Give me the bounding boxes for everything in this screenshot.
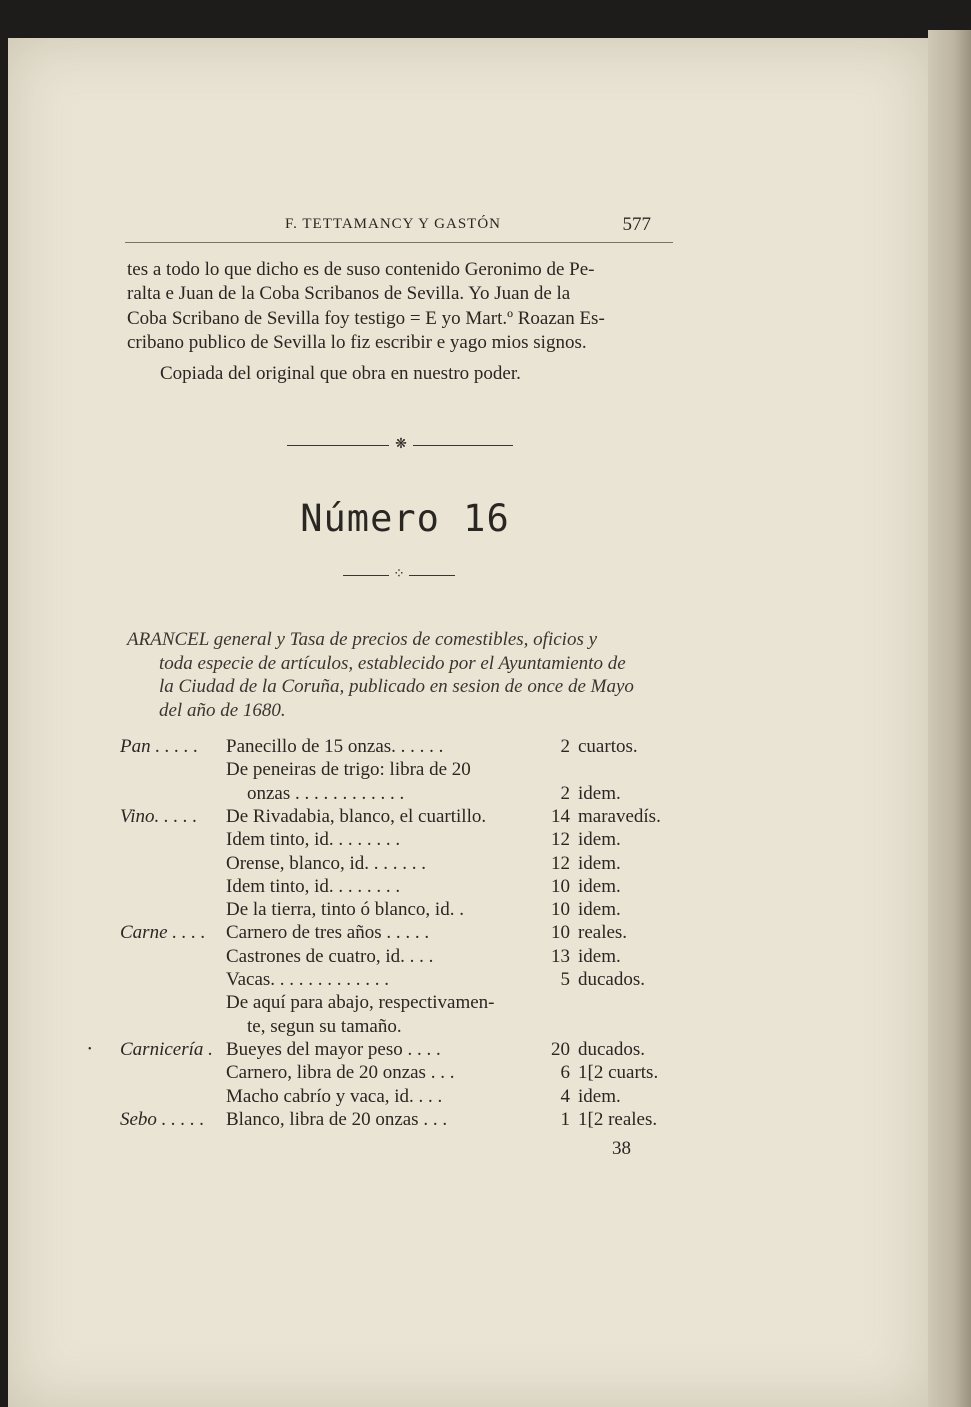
tariff-row: [0, 968, 971, 991]
tariff-row: [0, 1038, 971, 1061]
tariff-category: Carne . . . .: [120, 922, 206, 944]
ornament-rule-left: [287, 445, 389, 446]
tariff-quantity: 1: [560, 1108, 570, 1130]
tariff-item: Carnero de tres años . . . . .: [226, 922, 430, 944]
tariff-table: [0, 735, 971, 1135]
signature-mark: 38: [612, 1138, 631, 1159]
tariff-quantity: 10: [551, 922, 570, 944]
tariff-item: Orense, blanco, id. . . . . . .: [226, 852, 426, 874]
tariff-row: [0, 782, 971, 805]
tariff-unit: idem.: [578, 852, 621, 874]
tariff-item: Idem tinto, id. . . . . . . .: [226, 875, 401, 897]
tariff-quantity: 2: [560, 782, 570, 804]
tariff-item: te, segun su tamaño.: [247, 1015, 402, 1037]
tariff-quantity: 2: [560, 736, 570, 757]
tariff-unit: cuartos.: [578, 736, 638, 757]
tariff-item: Bueyes del mayor peso . . . .: [226, 1038, 441, 1060]
small-rule-left: [343, 575, 389, 576]
tariff-row: [0, 735, 971, 758]
tariff-unit: ducados.: [578, 1038, 646, 1060]
tariff-quantity: 13: [551, 945, 570, 967]
tariff-unit: maravedís.: [578, 805, 661, 827]
page-edge: [928, 30, 971, 1407]
tariff-row: [0, 1108, 971, 1131]
paragraph-line: Coba Scribano de Sevilla foy testigo = E yo Mart.º Roazan Es-: [127, 307, 605, 329]
tariff-category: Pan . . . . .: [120, 736, 199, 757]
tariff-unit: 1[2 reales.: [578, 1108, 658, 1130]
tariff-item: De la tierra, tinto ó blanco, id. .: [226, 899, 464, 921]
tariff-caption: [127, 628, 677, 722]
book-page: [8, 38, 928, 1407]
tariff-unit: idem.: [578, 1085, 621, 1107]
tariff-quantity: 5: [560, 969, 570, 990]
tariff-quantity: 6: [560, 1062, 570, 1084]
tariff-category: Sebo . . . . .: [120, 1108, 205, 1130]
running-header: [125, 214, 673, 243]
caption-line: del año de 1680.: [159, 699, 286, 721]
page-number: 577: [622, 214, 651, 235]
tariff-unit: idem.: [578, 829, 621, 851]
tariff-unit: idem.: [578, 899, 621, 921]
small-rule-right: [409, 575, 455, 576]
tariff-row: [0, 921, 971, 944]
tariff-row: [0, 1061, 971, 1084]
tariff-item: Carnero, libra de 20 onzas . . .: [226, 1062, 455, 1084]
tariff-unit: reales.: [578, 922, 628, 944]
caption-line: la Ciudad de la Coruña, publicado en sesion de once de Mayo: [159, 676, 634, 697]
caption-line: ARANCEL general y Tasa de precios de comestibles, oficios y: [127, 629, 598, 650]
tariff-unit: idem.: [578, 782, 621, 804]
tariff-item: Castrones de cuatro, id. . . .: [226, 945, 434, 967]
tariff-row: [0, 875, 971, 898]
tariff-unit: idem.: [578, 875, 621, 897]
tariff-item: Vacas. . . . . . . . . . . . .: [226, 969, 390, 990]
paragraph-line: tes a todo lo que dicho es de suso contenido Geronimo de Pe-: [127, 259, 595, 280]
running-title: F. TETTAMANCY Y GASTÓN: [285, 216, 501, 232]
tariff-unit: idem.: [578, 945, 621, 967]
tariff-row: [0, 945, 971, 968]
tariff-row: [0, 758, 971, 781]
tariff-item: Blanco, libra de 20 onzas . . .: [226, 1108, 448, 1130]
tariff-item: Panecillo de 15 onzas. . . . . .: [226, 736, 444, 757]
tariff-quantity: 10: [551, 899, 570, 921]
tariff-item: Macho cabrío y vaca, id. . . .: [226, 1085, 443, 1107]
tariff-unit: 1[2 cuarts.: [578, 1062, 659, 1084]
paragraph-line: ralta e Juan de la Coba Scribanos de Sevilla. Yo Juan de la: [127, 283, 571, 305]
tariff-item: De peneiras de trigo: libra de 20: [226, 759, 471, 781]
tariff-category: Vino. . . . .: [120, 805, 198, 827]
tariff-quantity: 12: [551, 852, 570, 874]
tariff-row: [0, 898, 971, 921]
section-title: Número 16: [300, 497, 510, 540]
tariff-row: [0, 1085, 971, 1108]
asterism-icon: ❋: [395, 437, 407, 452]
tariff-quantity: 14: [551, 805, 570, 827]
tariff-unit: ducados.: [578, 969, 646, 990]
tariff-quantity: 4: [560, 1085, 570, 1107]
small-ornament-icon: ⁘: [393, 567, 405, 582]
tariff-row: [0, 805, 971, 828]
tariff-quantity: 20: [551, 1038, 570, 1060]
caption-line: toda especie de artículos, establecido por el Ayuntamiento de: [159, 652, 626, 674]
closing-paragraph: [127, 258, 673, 356]
tariff-row: [0, 991, 971, 1014]
copy-note: Copiada del original que obra en nuestro poder.: [160, 363, 521, 384]
tariff-row: [0, 1015, 971, 1038]
tariff-item: De Rivadabia, blanco, el cuartillo.: [226, 805, 487, 827]
tariff-quantity: 12: [551, 829, 570, 851]
margin-bullet: •: [88, 1044, 92, 1055]
tariff-item: Idem tinto, id. . . . . . . .: [226, 829, 401, 851]
tariff-quantity: 10: [551, 875, 570, 897]
tariff-row: [0, 828, 971, 851]
tariff-category: Carnicería .: [120, 1038, 213, 1060]
tariff-row: [0, 852, 971, 875]
ornament-rule-right: [413, 445, 513, 446]
paragraph-line: cribano publico de Sevilla lo fiz escribir e yago mios signos.: [127, 332, 587, 354]
tariff-item: onzas . . . . . . . . . . . .: [247, 782, 405, 804]
tariff-item: De aquí para abajo, respectivamen-: [226, 992, 495, 1014]
